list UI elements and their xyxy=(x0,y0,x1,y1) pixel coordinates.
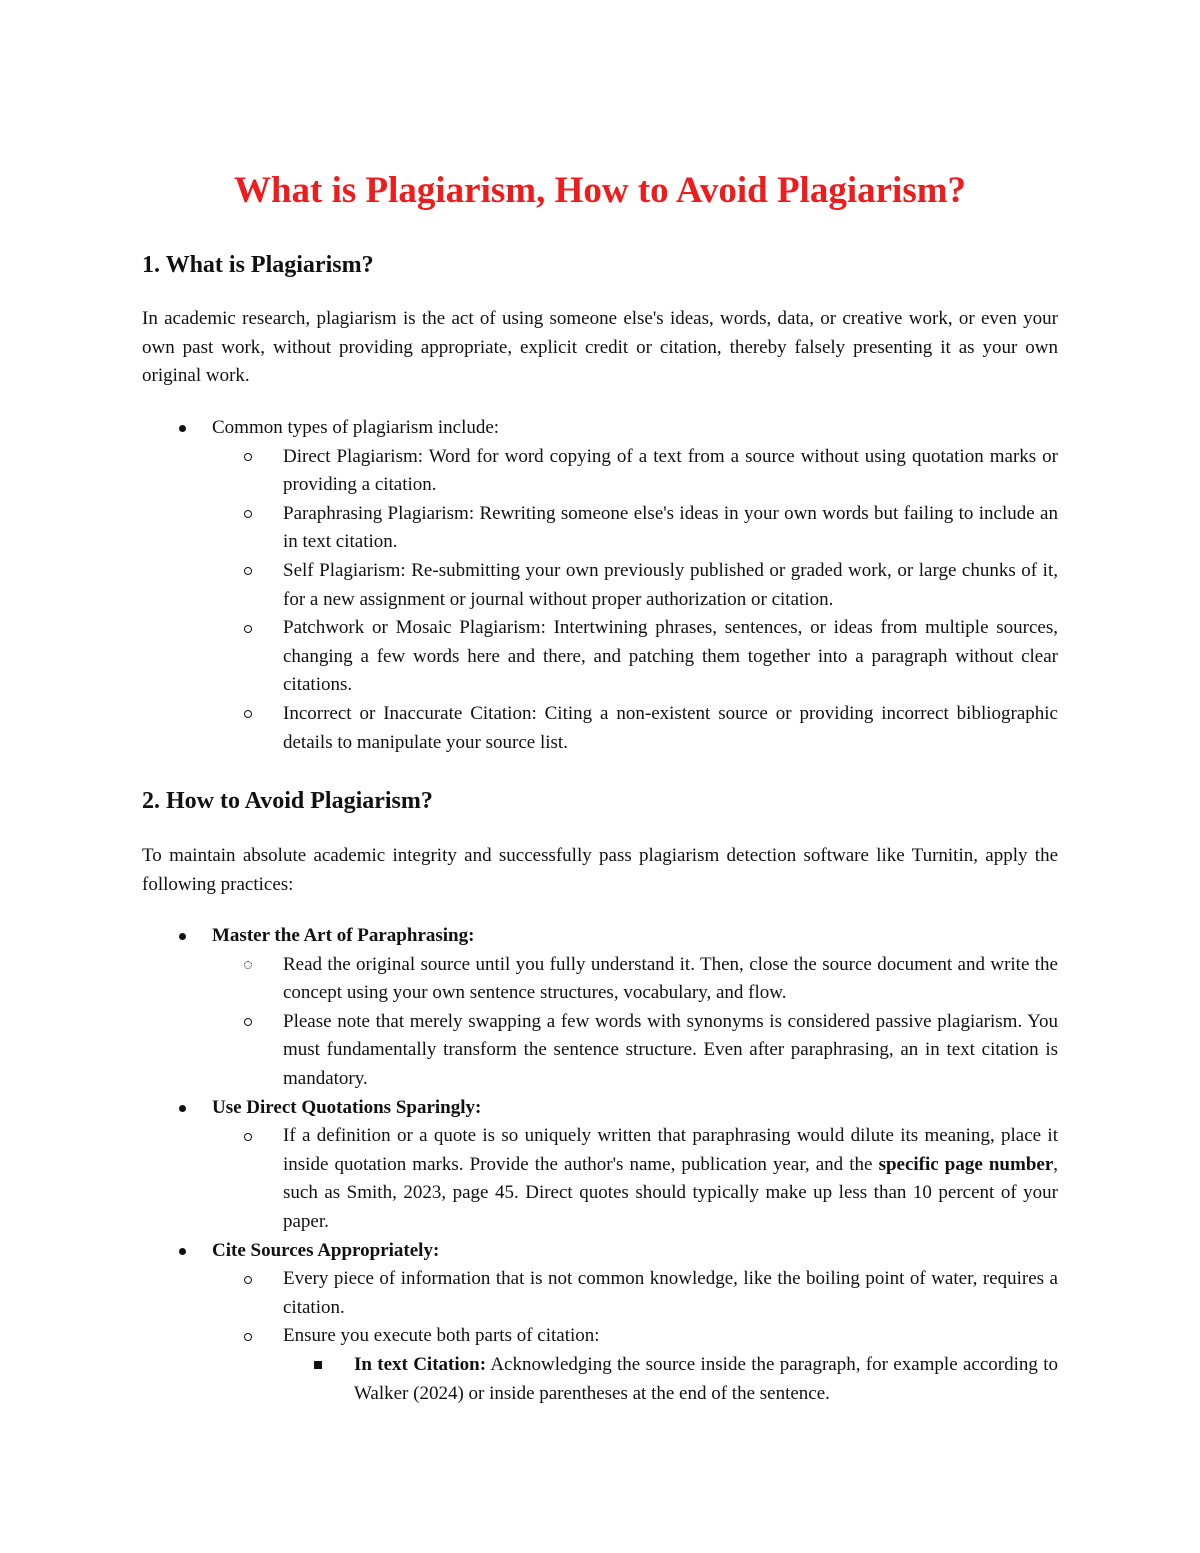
list-item xyxy=(142,1265,1058,1322)
bullet-circle-icon xyxy=(244,1322,264,1351)
list-item-text: Read the original source until you fully understand it. Then, close the source document and write the concept using your own sentence structures, vocabulary, and flow. xyxy=(283,953,1058,1004)
list-item-text: Common types of plagiarism include: xyxy=(212,417,500,438)
list-item-text xyxy=(354,1354,1058,1404)
plagiarism-type-patchwork: Patchwork or Mosaic Plagiarism: Intertwining phrases, sentences, or ideas from multiple sources, changing a few words here and there, and patching them together into a paragraph without clear citations. xyxy=(283,617,1058,696)
list-item xyxy=(142,1322,1058,1351)
bullet-circle-icon xyxy=(244,1008,264,1037)
bullet-disc-icon xyxy=(172,414,192,443)
list-item xyxy=(142,614,1058,700)
list-item-text: Please note that merely swapping a few words with synonyms is considered passive plagiarism. You must fundamentally transform the sentence structure. Even after paraphrasing, an in text citation is mandatory. xyxy=(283,1010,1058,1089)
practice-label-paraphrasing: Master the Art of Paraphrasing: xyxy=(212,925,475,946)
practice-label-cite-sources: Cite Sources Appropriately: xyxy=(212,1239,440,1261)
list-item xyxy=(142,1237,1058,1266)
bullet-circle-icon xyxy=(244,614,264,643)
list-item xyxy=(142,951,1058,1008)
list-item xyxy=(142,443,1058,500)
bullet-circle-icon xyxy=(244,500,264,529)
list-item xyxy=(142,1008,1058,1094)
practice-label-quotations: Use Direct Quotations Sparingly: xyxy=(212,1096,482,1118)
bold-phrase: In text Citation: xyxy=(354,1353,487,1375)
text-segment: Acknowledging the source inside the paragraph, for example according to Walker (2024) or inside parentheses at the end of the sentence. xyxy=(354,1353,1058,1404)
bullet-disc-icon xyxy=(172,1237,192,1266)
section-heading-what-is-plagiarism: 1. What is Plagiarism? xyxy=(142,252,374,278)
list-item xyxy=(142,922,1058,951)
bullet-circle-icon xyxy=(244,1265,264,1294)
plagiarism-type-direct: Direct Plagiarism: Word for word copying of a text from a source without using quotation marks or providing a citation. xyxy=(283,445,1058,496)
list-item xyxy=(142,500,1058,557)
bullet-circle-icon xyxy=(244,1122,264,1151)
list-item xyxy=(142,557,1058,614)
plagiarism-type-paraphrasing: Paraphrasing Plagiarism: Rewriting someone else's ideas in your own words but failing to include an in text citation. xyxy=(283,502,1058,553)
bullet-circle-icon xyxy=(244,443,264,472)
bullet-disc-icon xyxy=(172,1094,192,1123)
text-segment: If a definition or a quote is so uniquely written that paraphrasing would dilute its meaning, place it inside quotation marks. Provide the author's name, publication year, and the xyxy=(283,1125,1058,1175)
section-heading-how-to-avoid: 2. How to Avoid Plagiarism? xyxy=(142,788,433,814)
section2-paragraph: To maintain absolute academic integrity and successfully pass plagiarism detection software like Turnitin, apply the following practices: xyxy=(142,845,1058,895)
list-item-text: Every piece of information that is not common knowledge, like the boiling point of water, requires a citation. xyxy=(283,1268,1058,1318)
list-item-text xyxy=(283,1125,1058,1232)
bold-phrase: specific page number xyxy=(878,1153,1054,1175)
document-title: What is Plagiarism, How to Avoid Plagiarism? xyxy=(233,170,967,211)
bullet-square-icon xyxy=(314,1351,334,1380)
avoid-practices-list xyxy=(142,922,1058,1408)
list-item-text: Ensure you execute both parts of citation: xyxy=(283,1325,600,1347)
list-item xyxy=(142,1094,1058,1123)
list-item xyxy=(142,414,1058,443)
text-segment: , such as Smith, 2023, page 45. Direct quotes should typically make up less than 10 percent of your paper. xyxy=(283,1153,1059,1232)
list-item xyxy=(142,1351,1058,1408)
bullet-dotted-circle-icon xyxy=(244,951,264,980)
bullet-disc-icon xyxy=(172,922,192,951)
plagiarism-type-incorrect-citation: Incorrect or Inaccurate Citation: Citing a non-existent source or providing incorrect bibliographic details to manipulate your source list. xyxy=(283,702,1058,753)
list-item xyxy=(142,700,1058,757)
section1-paragraph: In academic research, plagiarism is the act of using someone else's ideas, words, data, or creative work, or even your own past work, without providing appropriate, explicit credit or citation, thereby falsely presenting it as your own original work. xyxy=(142,308,1058,387)
bullet-circle-icon xyxy=(244,700,264,729)
plagiarism-types-list xyxy=(142,414,1058,757)
list-item xyxy=(142,1122,1058,1236)
bullet-circle-icon xyxy=(244,557,264,586)
plagiarism-type-self: Self Plagiarism: Re-submitting your own previously published or graded work, or large chunks of it, for a new assignment or journal without proper authorization or citation. xyxy=(283,559,1058,610)
